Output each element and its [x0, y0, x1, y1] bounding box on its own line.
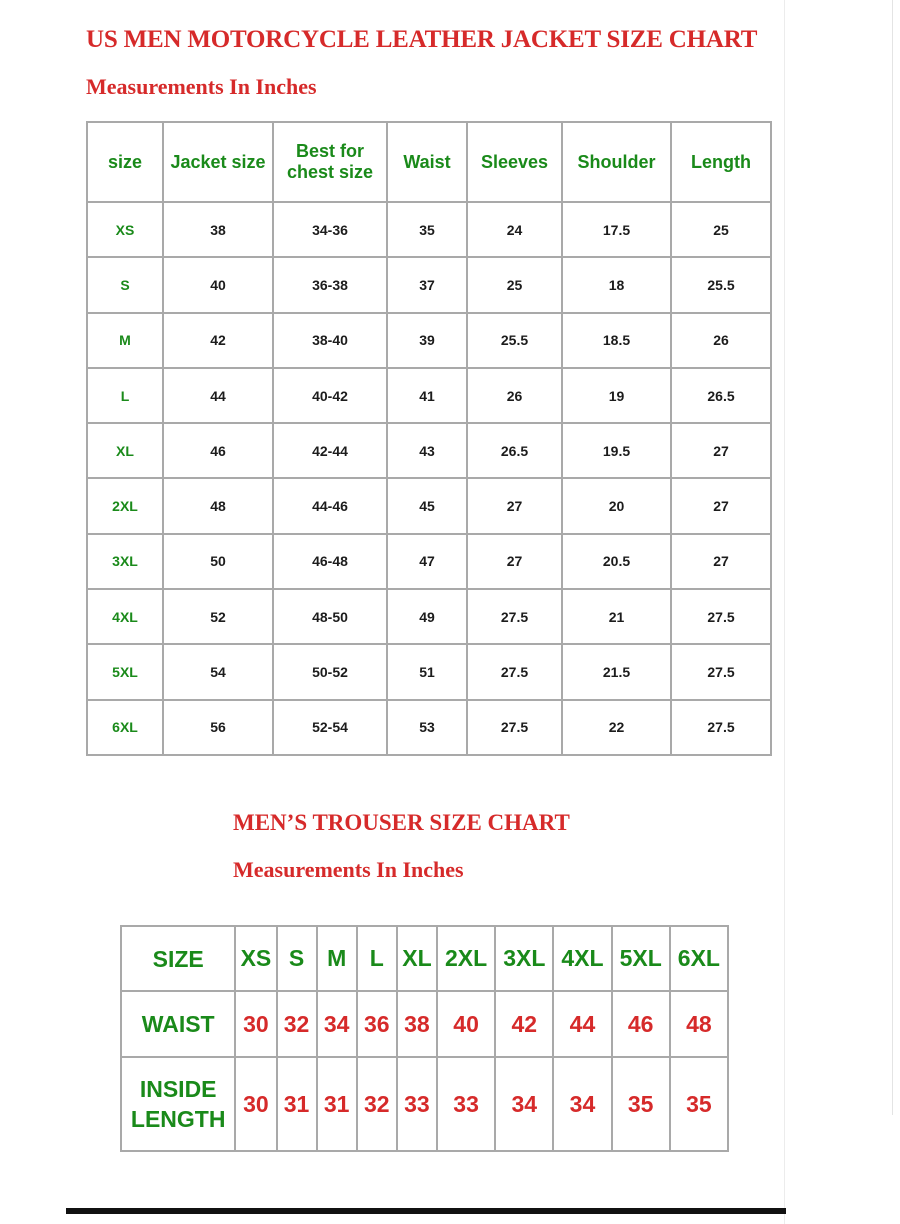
header-sleeves: Sleeves: [467, 122, 562, 202]
cell-jacket-size: 46: [163, 423, 273, 478]
cell-chest-size: 34-36: [273, 202, 387, 257]
cell-jacket-size: 44: [163, 368, 273, 423]
jacket-header-row: [87, 122, 771, 202]
size-cell: 4XL: [553, 926, 611, 991]
inside-length-cell: 35: [670, 1057, 728, 1151]
inside-length-cell: 33: [397, 1057, 437, 1151]
inside-length-cell: 30: [235, 1057, 276, 1151]
page-edge: [784, 0, 785, 1224]
waist-cell: 44: [553, 991, 611, 1057]
cell-waist: 51: [387, 644, 467, 699]
size-cell: S: [277, 926, 317, 991]
cell-waist: 35: [387, 202, 467, 257]
trouser-size-row: [121, 926, 728, 991]
inside-length-cell: 35: [612, 1057, 670, 1151]
cell-size: L: [87, 368, 163, 423]
cell-jacket-size: 42: [163, 313, 273, 368]
inside-length-cell: 33: [437, 1057, 495, 1151]
cell-waist: 41: [387, 368, 467, 423]
cell-size: XL: [87, 423, 163, 478]
cell-chest-size: 52-54: [273, 700, 387, 755]
right-edge-line: [892, 0, 893, 1115]
cell-shoulder: 21: [562, 589, 671, 644]
cell-shoulder: 17.5: [562, 202, 671, 257]
cell-sleeves: 24: [467, 202, 562, 257]
size-cell: L: [357, 926, 397, 991]
table-row: [87, 257, 771, 312]
jacket-chart-subtitle: Measurements In Inches: [86, 74, 317, 99]
cell-sleeves: 27.5: [467, 700, 562, 755]
waist-cell: 40: [437, 991, 495, 1057]
cell-jacket-size: 52: [163, 589, 273, 644]
cell-shoulder: 19: [562, 368, 671, 423]
header-jacket-size: Jacket size: [163, 122, 273, 202]
size-cell: XL: [397, 926, 437, 991]
cell-chest-size: 48-50: [273, 589, 387, 644]
cell-sleeves: 27: [467, 478, 562, 533]
waist-row-label: WAIST: [121, 991, 235, 1057]
trouser-chart-title: MEN’S TROUSER SIZE CHART: [233, 810, 570, 835]
cell-jacket-size: 54: [163, 644, 273, 699]
cell-chest-size: 38-40: [273, 313, 387, 368]
cell-shoulder: 21.5: [562, 644, 671, 699]
size-cell: XS: [235, 926, 276, 991]
inside-length-cell: 32: [357, 1057, 397, 1151]
waist-cell: 38: [397, 991, 437, 1057]
table-row: [87, 478, 771, 533]
cell-length: 27: [671, 423, 771, 478]
inside-length-cell: 34: [495, 1057, 553, 1151]
jacket-size-table: [86, 121, 772, 756]
cell-waist: 39: [387, 313, 467, 368]
cell-length: 27.5: [671, 644, 771, 699]
jacket-table-body: [87, 202, 771, 755]
header-length: Length: [671, 122, 771, 202]
cell-jacket-size: 48: [163, 478, 273, 533]
size-cell: M: [317, 926, 357, 991]
jacket-chart-title: US MEN MOTORCYCLE LEATHER JACKET SIZE CHART: [86, 26, 758, 53]
cell-shoulder: 19.5: [562, 423, 671, 478]
cell-size: 4XL: [87, 589, 163, 644]
size-cell: 2XL: [437, 926, 495, 991]
cell-waist: 53: [387, 700, 467, 755]
inside-length-cell: 31: [277, 1057, 317, 1151]
header-size: size: [87, 122, 163, 202]
cell-length: 27: [671, 478, 771, 533]
size-cell: 5XL: [612, 926, 670, 991]
cell-size: M: [87, 313, 163, 368]
cell-size: S: [87, 257, 163, 312]
cell-shoulder: 18.5: [562, 313, 671, 368]
header-best-for-chest-size: Best for chest size: [273, 122, 387, 202]
cell-waist: 43: [387, 423, 467, 478]
waist-cell: 48: [670, 991, 728, 1057]
cell-length: 27: [671, 534, 771, 589]
waist-cell: 46: [612, 991, 670, 1057]
cell-shoulder: 20: [562, 478, 671, 533]
size-row-label: SIZE: [121, 926, 235, 991]
waist-cell: 36: [357, 991, 397, 1057]
waist-cell: 42: [495, 991, 553, 1057]
cell-waist: 49: [387, 589, 467, 644]
inside-length-cell: 34: [553, 1057, 611, 1151]
cell-jacket-size: 38: [163, 202, 273, 257]
cell-length: 27.5: [671, 589, 771, 644]
cell-chest-size: 36-38: [273, 257, 387, 312]
cell-jacket-size: 40: [163, 257, 273, 312]
table-row: [87, 368, 771, 423]
cell-chest-size: 46-48: [273, 534, 387, 589]
cell-chest-size: 40-42: [273, 368, 387, 423]
table-row: [87, 644, 771, 699]
cell-length: 25.5: [671, 257, 771, 312]
cell-sleeves: 27.5: [467, 644, 562, 699]
bottom-divider-bar: [66, 1208, 786, 1214]
cell-sleeves: 26: [467, 368, 562, 423]
cell-sleeves: 26.5: [467, 423, 562, 478]
cell-size: 2XL: [87, 478, 163, 533]
cell-jacket-size: 56: [163, 700, 273, 755]
trouser-waist-row: [121, 991, 728, 1057]
cell-length: 26: [671, 313, 771, 368]
header-waist: Waist: [387, 122, 467, 202]
cell-shoulder: 20.5: [562, 534, 671, 589]
cell-size: 3XL: [87, 534, 163, 589]
trouser-size-table: [120, 925, 729, 1152]
trouser-inside-length-row: [121, 1057, 728, 1151]
cell-chest-size: 50-52: [273, 644, 387, 699]
cell-waist: 45: [387, 478, 467, 533]
cell-chest-size: 44-46: [273, 478, 387, 533]
cell-size: 6XL: [87, 700, 163, 755]
cell-sleeves: 27: [467, 534, 562, 589]
cell-waist: 47: [387, 534, 467, 589]
waist-cell: 30: [235, 991, 276, 1057]
size-cell: 6XL: [670, 926, 728, 991]
table-row: [87, 534, 771, 589]
table-row: [87, 313, 771, 368]
table-row: [87, 423, 771, 478]
cell-chest-size: 42-44: [273, 423, 387, 478]
inside-length-cell: 31: [317, 1057, 357, 1151]
cell-size: XS: [87, 202, 163, 257]
cell-sleeves: 25.5: [467, 313, 562, 368]
cell-sleeves: 27.5: [467, 589, 562, 644]
cell-sleeves: 25: [467, 257, 562, 312]
table-row: [87, 700, 771, 755]
cell-shoulder: 18: [562, 257, 671, 312]
cell-length: 26.5: [671, 368, 771, 423]
size-cell: 3XL: [495, 926, 553, 991]
cell-shoulder: 22: [562, 700, 671, 755]
trouser-chart-subtitle: Measurements In Inches: [233, 857, 464, 882]
table-row: [87, 202, 771, 257]
waist-cell: 32: [277, 991, 317, 1057]
cell-length: 27.5: [671, 700, 771, 755]
cell-waist: 37: [387, 257, 467, 312]
inside-length-row-label: INSIDE LENGTH: [121, 1057, 235, 1151]
waist-cell: 34: [317, 991, 357, 1057]
table-row: [87, 589, 771, 644]
cell-length: 25: [671, 202, 771, 257]
cell-size: 5XL: [87, 644, 163, 699]
header-shoulder: Shoulder: [562, 122, 671, 202]
cell-jacket-size: 50: [163, 534, 273, 589]
